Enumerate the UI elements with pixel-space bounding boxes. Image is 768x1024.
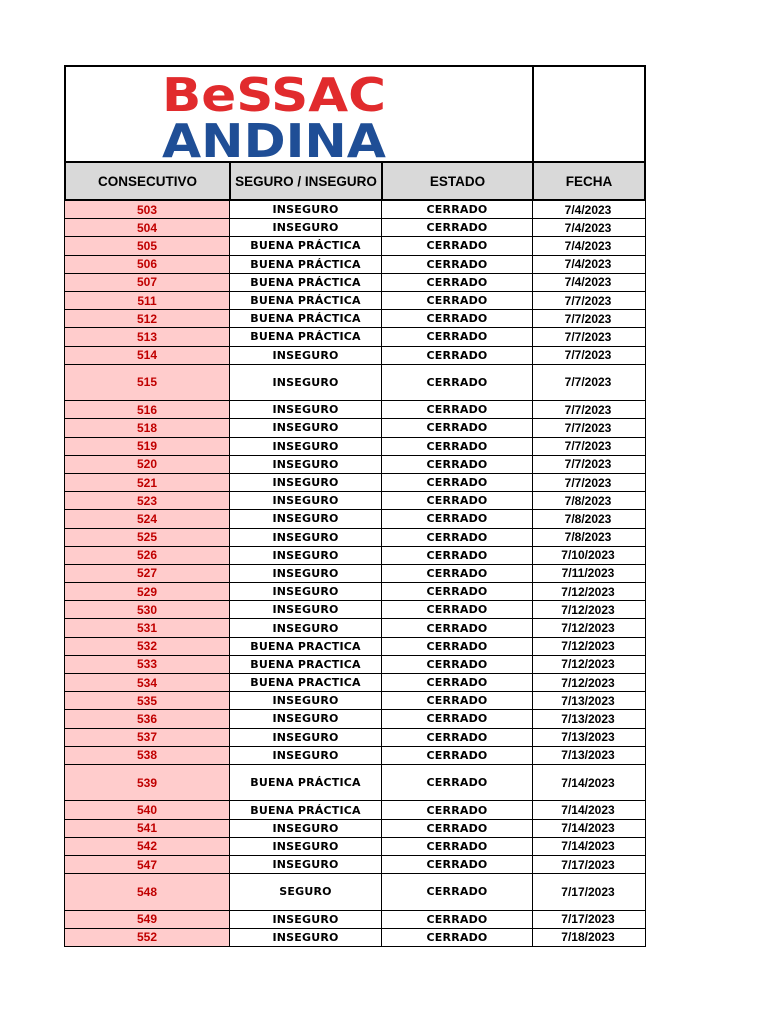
cell-estado: CERRADO — [382, 219, 533, 236]
cell-estado: CERRADO — [382, 237, 533, 254]
cell-estado: CERRADO — [382, 692, 533, 709]
cell-estado: CERRADO — [382, 619, 533, 636]
cell-consecutivo: 512 — [65, 310, 230, 327]
cell-fecha: 7/12/2023 — [561, 621, 615, 636]
cell-fecha: 7/7/2023 — [564, 439, 612, 454]
cell-estado: CERRADO — [382, 419, 533, 436]
cell-fecha: 7/7/2023 — [564, 457, 612, 472]
cell-seguro-inseguro: BUENA PRÁCTICA — [230, 256, 382, 273]
cell-seguro-inseguro: INSEGURO — [230, 529, 382, 546]
logo-row — [64, 65, 646, 163]
table-row — [64, 492, 646, 510]
table-row — [64, 310, 646, 328]
cell-estado: CERRADO — [382, 292, 533, 309]
table-row — [64, 856, 646, 874]
cell-estado: CERRADO — [382, 583, 533, 600]
cell-seguro-inseguro: INSEGURO — [230, 201, 382, 218]
cell-fecha: 7/7/2023 — [564, 420, 612, 435]
table-row — [64, 401, 646, 419]
cell-seguro-inseguro: BUENA PRÁCTICA — [230, 328, 382, 345]
cell-seguro-inseguro: INSEGURO — [230, 565, 382, 582]
cell-fecha: 7/4/2023 — [564, 275, 612, 290]
cell-estado: CERRADO — [382, 856, 533, 873]
cell-fecha: 7/13/2023 — [561, 730, 615, 745]
cell-fecha: 7/13/2023 — [561, 748, 615, 763]
cell-estado: CERRADO — [382, 529, 533, 546]
cell-consecutivo: 538 — [65, 747, 230, 764]
table-row — [64, 838, 646, 856]
cell-estado: CERRADO — [382, 256, 533, 273]
cell-fecha: 7/14/2023 — [561, 803, 615, 818]
cell-consecutivo: 525 — [65, 529, 230, 546]
cell-fecha: 7/7/2023 — [564, 375, 612, 390]
cell-seguro-inseguro: BUENA PRÁCTICA — [230, 274, 382, 291]
table-row — [64, 547, 646, 565]
cell-seguro-inseguro: INSEGURO — [230, 601, 382, 618]
cell-estado: CERRADO — [382, 838, 533, 855]
cell-estado: CERRADO — [382, 729, 533, 746]
cell-estado: CERRADO — [382, 328, 533, 345]
header-estado: ESTADO — [383, 163, 534, 199]
cell-consecutivo: 516 — [65, 401, 230, 418]
cell-fecha: 7/7/2023 — [564, 475, 612, 490]
table-row — [64, 656, 646, 674]
table-row — [64, 274, 646, 292]
cell-fecha: 7/12/2023 — [561, 602, 615, 617]
cell-seguro-inseguro: INSEGURO — [230, 474, 382, 491]
cell-fecha: 7/12/2023 — [561, 657, 615, 672]
cell-estado: CERRADO — [382, 347, 533, 364]
cell-estado: CERRADO — [382, 601, 533, 618]
table-row — [64, 583, 646, 601]
cell-fecha: 7/11/2023 — [561, 566, 615, 581]
cell-seguro-inseguro: INSEGURO — [230, 747, 382, 764]
table-row — [64, 619, 646, 637]
cell-consecutivo: 504 — [65, 219, 230, 236]
cell-seguro-inseguro: INSEGURO — [230, 492, 382, 509]
table-row — [64, 219, 646, 237]
company-logo — [158, 69, 458, 161]
table-body — [64, 201, 646, 947]
cell-consecutivo: 518 — [65, 419, 230, 436]
cell-seguro-inseguro: INSEGURO — [230, 365, 382, 401]
cell-fecha: 7/14/2023 — [561, 821, 615, 836]
cell-consecutivo: 513 — [65, 328, 230, 345]
cell-consecutivo: 506 — [65, 256, 230, 273]
table-row — [64, 510, 646, 528]
cell-fecha: 7/8/2023 — [564, 530, 612, 545]
cell-seguro-inseguro: INSEGURO — [230, 219, 382, 236]
cell-seguro-inseguro: BUENA PRÁCTICA — [230, 292, 382, 309]
table-row — [64, 874, 646, 911]
cell-fecha: 7/7/2023 — [564, 329, 612, 344]
table-row — [64, 438, 646, 456]
cell-estado: CERRADO — [382, 547, 533, 564]
cell-estado: CERRADO — [382, 365, 533, 401]
cell-seguro-inseguro: INSEGURO — [230, 838, 382, 855]
cell-consecutivo: 536 — [65, 710, 230, 727]
cell-seguro-inseguro: INSEGURO — [230, 347, 382, 364]
cell-estado: CERRADO — [382, 492, 533, 509]
cell-consecutivo: 547 — [65, 856, 230, 873]
table-row — [64, 710, 646, 728]
cell-seguro-inseguro: BUENA PRACTICA — [230, 638, 382, 655]
table-row — [64, 747, 646, 765]
cell-consecutivo: 520 — [65, 456, 230, 473]
cell-seguro-inseguro: INSEGURO — [230, 583, 382, 600]
cell-seguro-inseguro: BUENA PRÁCTICA — [230, 237, 382, 254]
cell-fecha: 7/13/2023 — [561, 693, 615, 708]
cell-fecha: 7/4/2023 — [564, 257, 612, 272]
cell-estado: CERRADO — [382, 656, 533, 673]
cell-consecutivo: 539 — [65, 765, 230, 801]
cell-seguro-inseguro: INSEGURO — [230, 619, 382, 636]
cell-fecha: 7/4/2023 — [564, 238, 612, 253]
cell-consecutivo: 511 — [65, 292, 230, 309]
cell-consecutivo: 540 — [65, 801, 230, 818]
cell-seguro-inseguro: BUENA PRÁCTICA — [230, 801, 382, 818]
cell-seguro-inseguro: INSEGURO — [230, 856, 382, 873]
table-row — [64, 674, 646, 692]
cell-consecutivo: 542 — [65, 838, 230, 855]
cell-estado: CERRADO — [382, 747, 533, 764]
cell-estado: CERRADO — [382, 474, 533, 491]
table-row — [64, 328, 646, 346]
cell-fecha: 7/12/2023 — [561, 584, 615, 599]
table-row — [64, 529, 646, 547]
cell-consecutivo: 507 — [65, 274, 230, 291]
cell-fecha: 7/18/2023 — [561, 930, 615, 945]
cell-fecha: 7/17/2023 — [561, 857, 615, 872]
cell-fecha: 7/12/2023 — [561, 639, 615, 654]
table-row — [64, 565, 646, 583]
table-row — [64, 201, 646, 219]
cell-consecutivo: 519 — [65, 438, 230, 455]
table-row — [64, 474, 646, 492]
cell-estado: CERRADO — [382, 274, 533, 291]
cell-seguro-inseguro: BUENA PRÁCTICA — [230, 765, 382, 801]
table-row — [64, 801, 646, 819]
cell-fecha: 7/10/2023 — [561, 548, 615, 563]
cell-estado: CERRADO — [382, 674, 533, 691]
cell-estado: CERRADO — [382, 456, 533, 473]
cell-estado: CERRADO — [382, 201, 533, 218]
cell-consecutivo: 533 — [65, 656, 230, 673]
table-row — [64, 765, 646, 802]
table-row — [64, 347, 646, 365]
table-row — [64, 929, 646, 947]
cell-seguro-inseguro: INSEGURO — [230, 692, 382, 709]
cell-seguro-inseguro: BUENA PRACTICA — [230, 674, 382, 691]
cell-consecutivo: 529 — [65, 583, 230, 600]
cell-estado: CERRADO — [382, 510, 533, 527]
cell-consecutivo: 532 — [65, 638, 230, 655]
cell-seguro-inseguro: INSEGURO — [230, 510, 382, 527]
cell-seguro-inseguro: BUENA PRÁCTICA — [230, 310, 382, 327]
logo-line-2: ANDINA — [162, 114, 387, 161]
cell-consecutivo: 541 — [65, 820, 230, 837]
table-row — [64, 256, 646, 274]
cell-consecutivo: 534 — [65, 674, 230, 691]
table-row — [64, 820, 646, 838]
cell-consecutivo: 523 — [65, 492, 230, 509]
table-row — [64, 419, 646, 437]
cell-consecutivo: 514 — [65, 347, 230, 364]
table-row — [64, 292, 646, 310]
cell-consecutivo: 535 — [65, 692, 230, 709]
cell-estado: CERRADO — [382, 765, 533, 801]
cell-estado: CERRADO — [382, 310, 533, 327]
table-row — [64, 601, 646, 619]
cell-estado: CERRADO — [382, 911, 533, 928]
cell-fecha: 7/13/2023 — [561, 711, 615, 726]
cell-fecha: 7/7/2023 — [564, 311, 612, 326]
cell-fecha: 7/7/2023 — [564, 348, 612, 363]
cell-seguro-inseguro: INSEGURO — [230, 438, 382, 455]
cell-consecutivo: 527 — [65, 565, 230, 582]
cell-estado: CERRADO — [382, 710, 533, 727]
cell-consecutivo: 526 — [65, 547, 230, 564]
cell-fecha: 7/12/2023 — [561, 675, 615, 690]
cell-consecutivo: 548 — [65, 874, 230, 910]
cell-estado: CERRADO — [382, 874, 533, 910]
cell-fecha: 7/4/2023 — [564, 202, 612, 217]
cell-consecutivo: 521 — [65, 474, 230, 491]
table-header-row — [64, 163, 646, 201]
cell-consecutivo: 537 — [65, 729, 230, 746]
cell-fecha: 7/17/2023 — [561, 884, 615, 899]
cell-estado: CERRADO — [382, 438, 533, 455]
cell-seguro-inseguro: INSEGURO — [230, 401, 382, 418]
cell-consecutivo: 515 — [65, 365, 230, 401]
cell-consecutivo: 552 — [65, 929, 230, 946]
logo-line-1: BeSSAC — [162, 69, 386, 122]
cell-fecha: 7/17/2023 — [561, 912, 615, 927]
cell-fecha: 7/7/2023 — [564, 293, 612, 308]
cell-seguro-inseguro: INSEGURO — [230, 820, 382, 837]
cell-seguro-inseguro: BUENA PRACTICA — [230, 656, 382, 673]
cell-consecutivo: 549 — [65, 911, 230, 928]
cell-seguro-inseguro: INSEGURO — [230, 729, 382, 746]
cell-estado: CERRADO — [382, 638, 533, 655]
cell-seguro-inseguro: INSEGURO — [230, 911, 382, 928]
cell-fecha: 7/14/2023 — [561, 839, 615, 854]
cell-seguro-inseguro: INSEGURO — [230, 929, 382, 946]
cell-estado: CERRADO — [382, 401, 533, 418]
cell-seguro-inseguro: INSEGURO — [230, 710, 382, 727]
header-fecha: FECHA — [534, 163, 644, 199]
cell-estado: CERRADO — [382, 801, 533, 818]
cell-fecha: 7/14/2023 — [561, 775, 615, 790]
cell-consecutivo: 503 — [65, 201, 230, 218]
cell-consecutivo: 531 — [65, 619, 230, 636]
cell-estado: CERRADO — [382, 565, 533, 582]
cell-estado: CERRADO — [382, 929, 533, 946]
cell-seguro-inseguro: INSEGURO — [230, 419, 382, 436]
table-row — [64, 237, 646, 255]
cell-seguro-inseguro: INSEGURO — [230, 456, 382, 473]
table-row — [64, 729, 646, 747]
table-row — [64, 911, 646, 929]
cell-fecha: 7/8/2023 — [564, 511, 612, 526]
table-row — [64, 638, 646, 656]
cell-estado: CERRADO — [382, 820, 533, 837]
cell-fecha: 7/8/2023 — [564, 493, 612, 508]
cell-fecha: 7/7/2023 — [564, 402, 612, 417]
header-seguro-inseguro: SEGURO / INSEGURO — [231, 163, 383, 199]
cell-seguro-inseguro: INSEGURO — [230, 547, 382, 564]
cell-seguro-inseguro: SEGURO — [230, 874, 382, 910]
logo-cell — [66, 67, 534, 161]
table-row — [64, 365, 646, 402]
header-consecutivo: CONSECUTIVO — [66, 163, 231, 199]
cell-consecutivo: 530 — [65, 601, 230, 618]
table-row — [64, 456, 646, 474]
cell-consecutivo: 524 — [65, 510, 230, 527]
table-row — [64, 692, 646, 710]
cell-fecha: 7/4/2023 — [564, 220, 612, 235]
cell-consecutivo: 505 — [65, 237, 230, 254]
spreadsheet — [64, 65, 646, 947]
